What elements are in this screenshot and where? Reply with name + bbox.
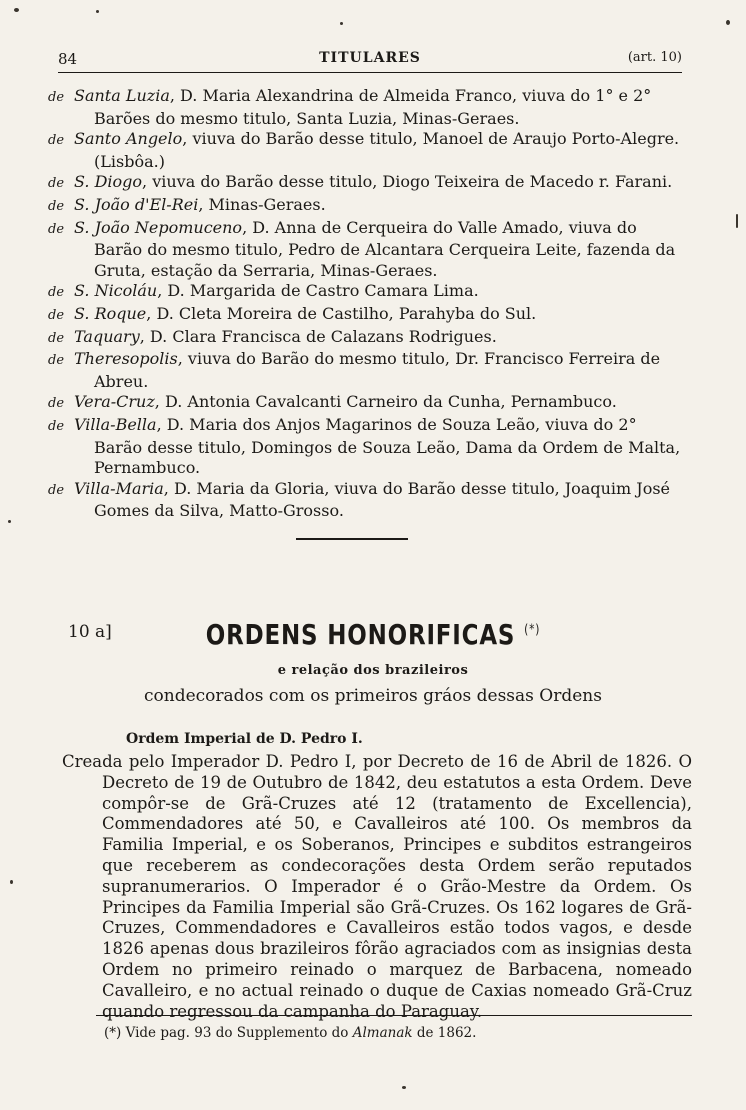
place-name: S. Diogo xyxy=(74,172,143,192)
page-number: 84 xyxy=(58,50,78,68)
footnote: (*) Vide pag. 93 do Supplemento do Almanak de 1862. xyxy=(104,1025,477,1041)
section-title: ORDENS HONORIFICAS (*) xyxy=(205,618,541,651)
print-speck xyxy=(96,10,99,13)
list-item: de Vera-Cruz, D. Antonia Cavalcanti Carneiro da Cunha, Pernambuco. xyxy=(48,392,617,412)
place-name: S. João Nepomuceno xyxy=(74,217,243,237)
list-item: de S. João d'El-Rei, Minas-Geraes. xyxy=(48,194,326,214)
list-item: de Villa-Maria, D. Maria da Gloria, viuva do Barão desse titulo, Joaquim José Gomes da Silva, Matto-Grosso. xyxy=(48,478,670,521)
list-item: de S. Nicoláu, D. Margarida de Castro Camara Lima. xyxy=(48,281,479,301)
order-description xyxy=(62,752,692,1022)
place-name: Villa-Bella xyxy=(74,414,157,434)
place-name: S. Nicoláu xyxy=(74,281,158,301)
place-name: Vera-Cruz xyxy=(74,392,155,412)
print-speck xyxy=(10,880,13,884)
print-speck xyxy=(340,22,343,25)
list-item: de Santo Angelo, viuva do Barão desse titulo, Manoel de Araujo Porto-Alegre. (Lisbôa.) xyxy=(48,129,680,171)
place-name: S. Roque xyxy=(74,303,147,323)
place-name: Villa-Maria xyxy=(74,478,164,498)
print-speck xyxy=(402,1086,406,1089)
list-item: de Villa-Bella, D. Maria dos Anjos Magarinos de Souza Leão, viuva do 2° Barão desse titulo, Domingos de Souza Leão, Dama da Ordem de Malta, Pernambuco. xyxy=(48,414,681,478)
order-heading: Ordem Imperial de D. Pedro I. xyxy=(126,731,363,747)
list-item: de S. Roque, D. Cleta Moreira de Castilho, Parahyba do Sul. xyxy=(48,303,537,323)
list-item: de Theresopolis, viuva do Barão do mesmo titulo, Dr. Francisco Ferreira de Abreu. xyxy=(48,349,661,391)
footnote-marker: (*) xyxy=(524,622,541,638)
section-subtitle-secondary: condecorados com os primeiros gráos dessas Ordens xyxy=(144,686,602,706)
list-item: de S. Diogo, viuva do Barão desse titulo, Diogo Teixeira de Macedo r. Farani. xyxy=(48,172,673,192)
section-number: 10 a] xyxy=(68,622,112,642)
section-divider xyxy=(296,538,408,540)
place-name: Taquary xyxy=(74,326,140,346)
footnote-work-title: Almanak xyxy=(352,1025,413,1041)
print-speck xyxy=(726,20,730,25)
list-item: de S. João Nepomuceno, D. Anna de Cerqueira do Valle Amado, viuva do Barão do mesmo titulo, Pedro de Alcantara Cerqueira Leite, fazenda da Gruta, estação da Serraria, Minas-Geraes. xyxy=(48,217,676,280)
footnote-divider xyxy=(96,1015,692,1016)
list-item: de Taquary, D. Clara Francisca de Calazans Rodrigues. xyxy=(48,326,497,346)
print-speck xyxy=(8,520,11,523)
section-subtitle: e relação dos brazileiros xyxy=(277,663,469,678)
list-item: de Santa Luzia, D. Maria Alexandrina de Almeida Franco, viuva do 1° e 2° Barões do mesmo titulo, Santa Luzia, Minas-Geraes. xyxy=(48,86,652,128)
print-speck xyxy=(14,8,19,12)
place-name: Theresopolis xyxy=(74,349,178,369)
place-name: S. João d'El-Rei xyxy=(74,194,199,214)
place-name: Santo Angelo xyxy=(74,129,183,149)
place-name: Santa Luzia xyxy=(74,86,170,105)
running-title: TITULARES xyxy=(319,50,421,66)
page-header xyxy=(58,50,682,73)
article-reference: (art. 10) xyxy=(627,50,682,65)
paragraph: Creada pelo Imperador D. Pedro I, por Decreto de 16 de Abril de 1826. O Decreto de 19 de Outubro de 1842, deu estatutos a esta Ordem. Deve compôr-se de Grã-Cruzes até 12 (tratamento de Excellencia), Commendadores até 50, e Cavalleiros até 100. Os membros da Familia Imperial, e os Soberanos, Principes e subditos estrangeiros que receberem as condecorações desta Ordem serão reputados supranumerarios. O Imperador é o Grão-Mestre da Ordem. Os Principes da Familia Imperial são Grã-Cruzes. Os 162 logares de Grã-Cruzes, Commendadores e Cavalleiros estão todos vagos, e desde 1826 apenas dous brazileiros fôrão agraciados com as insignias desta Ordem no primeiro reinado o marquez de Barbacena, nomeado Cavalleiro, e no actual reinado o duque de Caxias nomeado Grã-Cruz quando regressou da campanha do Paraguay. xyxy=(62,752,692,1021)
title-entry-list xyxy=(48,86,688,522)
print-speck xyxy=(736,214,738,228)
